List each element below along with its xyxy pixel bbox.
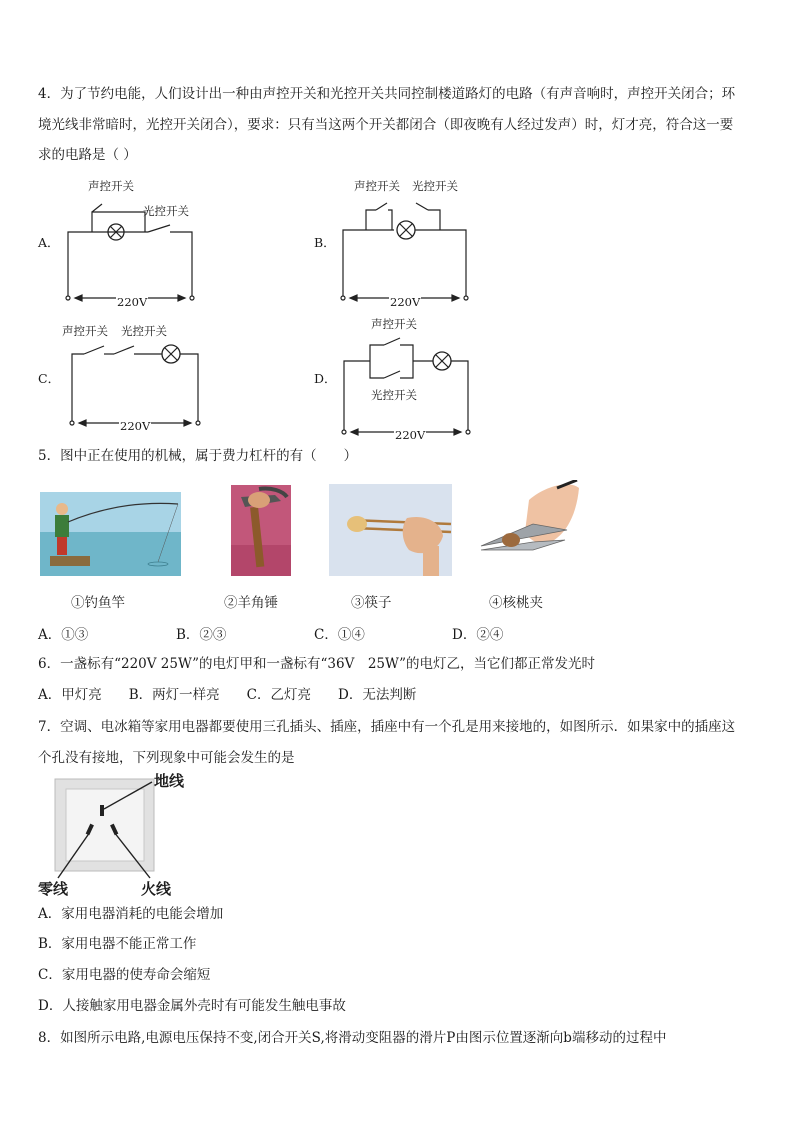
q7-option-c[interactable]: C．家用电器的使寿命会缩短 bbox=[38, 967, 211, 983]
caption-nutcracker: ④核桃夹 bbox=[489, 595, 543, 611]
circuit-b-voltage: 220V bbox=[390, 295, 421, 309]
circuit-a-sound-switch-label: 声控开关 bbox=[88, 179, 134, 193]
q7-option-d[interactable]: D．人接触家用电器金属外壳时有可能发生触电事故 bbox=[38, 998, 346, 1014]
q7-stem-line2: 个孔没有接地，下列现象中可能会发生的是 bbox=[38, 750, 295, 766]
circuit-b-light-switch-label: 光控开关 bbox=[412, 179, 458, 193]
circuit-c-light-switch-label: 光控开关 bbox=[121, 324, 167, 338]
circuit-d-label: D． bbox=[314, 371, 337, 386]
q4-stem-line1: 4．为了节约电能，人们设计出一种由声控开关和光控开关共同控制楼道路灯的电路（有声音响时，声控开关闭合；环 bbox=[38, 86, 736, 102]
q5-stem: 5．图中正在使用的机械，属于费力杠杆的有（ ） bbox=[38, 448, 358, 464]
ground-wire-label: 地线 bbox=[154, 772, 185, 790]
q7-option-b[interactable]: B．家用电器不能正常工作 bbox=[38, 936, 197, 952]
circuit-b-label: B． bbox=[314, 235, 336, 250]
circuit-d-voltage: 220V bbox=[395, 428, 426, 442]
q5-option-d[interactable]: D．②④ bbox=[452, 627, 504, 643]
circuit-c-label: C． bbox=[38, 371, 61, 386]
q4-stem-line2: 境光线非常暗时，光控开关闭合），要求：只有当这两个开关都闭合（即夜晚有人经过发声）时，灯才亮，符合这一要 bbox=[38, 117, 734, 133]
q7-option-a[interactable]: A．家用电器消耗的电能会增加 bbox=[38, 906, 224, 922]
circuit-c-voltage: 220V bbox=[120, 419, 151, 433]
q5-option-b[interactable]: B．②③ bbox=[176, 627, 227, 643]
q5-option-a[interactable]: A．①③ bbox=[38, 627, 89, 643]
circuit-a-light-switch-label: 光控开关 bbox=[143, 204, 189, 218]
q8-stem: 8．如图所示电路,电源电压保持不变,闭合开关S,将滑动变阻器的滑片P由图示位置逐渐向b端移动的过程中 bbox=[38, 1030, 667, 1046]
caption-fishing-rod: ①钓鱼竿 bbox=[71, 595, 125, 611]
live-wire-label: 火线 bbox=[141, 880, 172, 898]
q7-stem-line1: 7．空调、电冰箱等家用电器都要使用三孔插头、插座，插座中有一个孔是用来接地的，如图所示．如果家中的插座这 bbox=[38, 719, 736, 735]
circuit-c-sound-switch-label: 声控开关 bbox=[62, 324, 108, 338]
neutral-wire-label: 零线 bbox=[38, 880, 69, 898]
caption-chopsticks: ③筷子 bbox=[351, 595, 392, 611]
circuit-d-sound-switch-label: 声控开关 bbox=[371, 317, 417, 331]
circuit-d-light-switch-label: 光控开关 bbox=[371, 388, 417, 402]
circuit-a-label: A． bbox=[38, 235, 60, 250]
q6-options[interactable]: A．甲灯亮 B．两灯一样亮 C．乙灯亮 D．无法判断 bbox=[38, 687, 417, 703]
q4-stem-line3: 求的电路是（ ） bbox=[38, 147, 137, 163]
caption-claw-hammer: ②羊角锤 bbox=[224, 595, 278, 611]
q5-option-c[interactable]: C．①④ bbox=[314, 627, 365, 643]
circuit-b-sound-switch-label: 声控开关 bbox=[354, 179, 400, 193]
circuit-a-voltage: 220V bbox=[117, 295, 148, 309]
q6-stem: 6．一盏标有“220V 25W”的电灯甲和一盏标有“36V 25W”的电灯乙，当它们都正常发光时 bbox=[38, 656, 596, 672]
